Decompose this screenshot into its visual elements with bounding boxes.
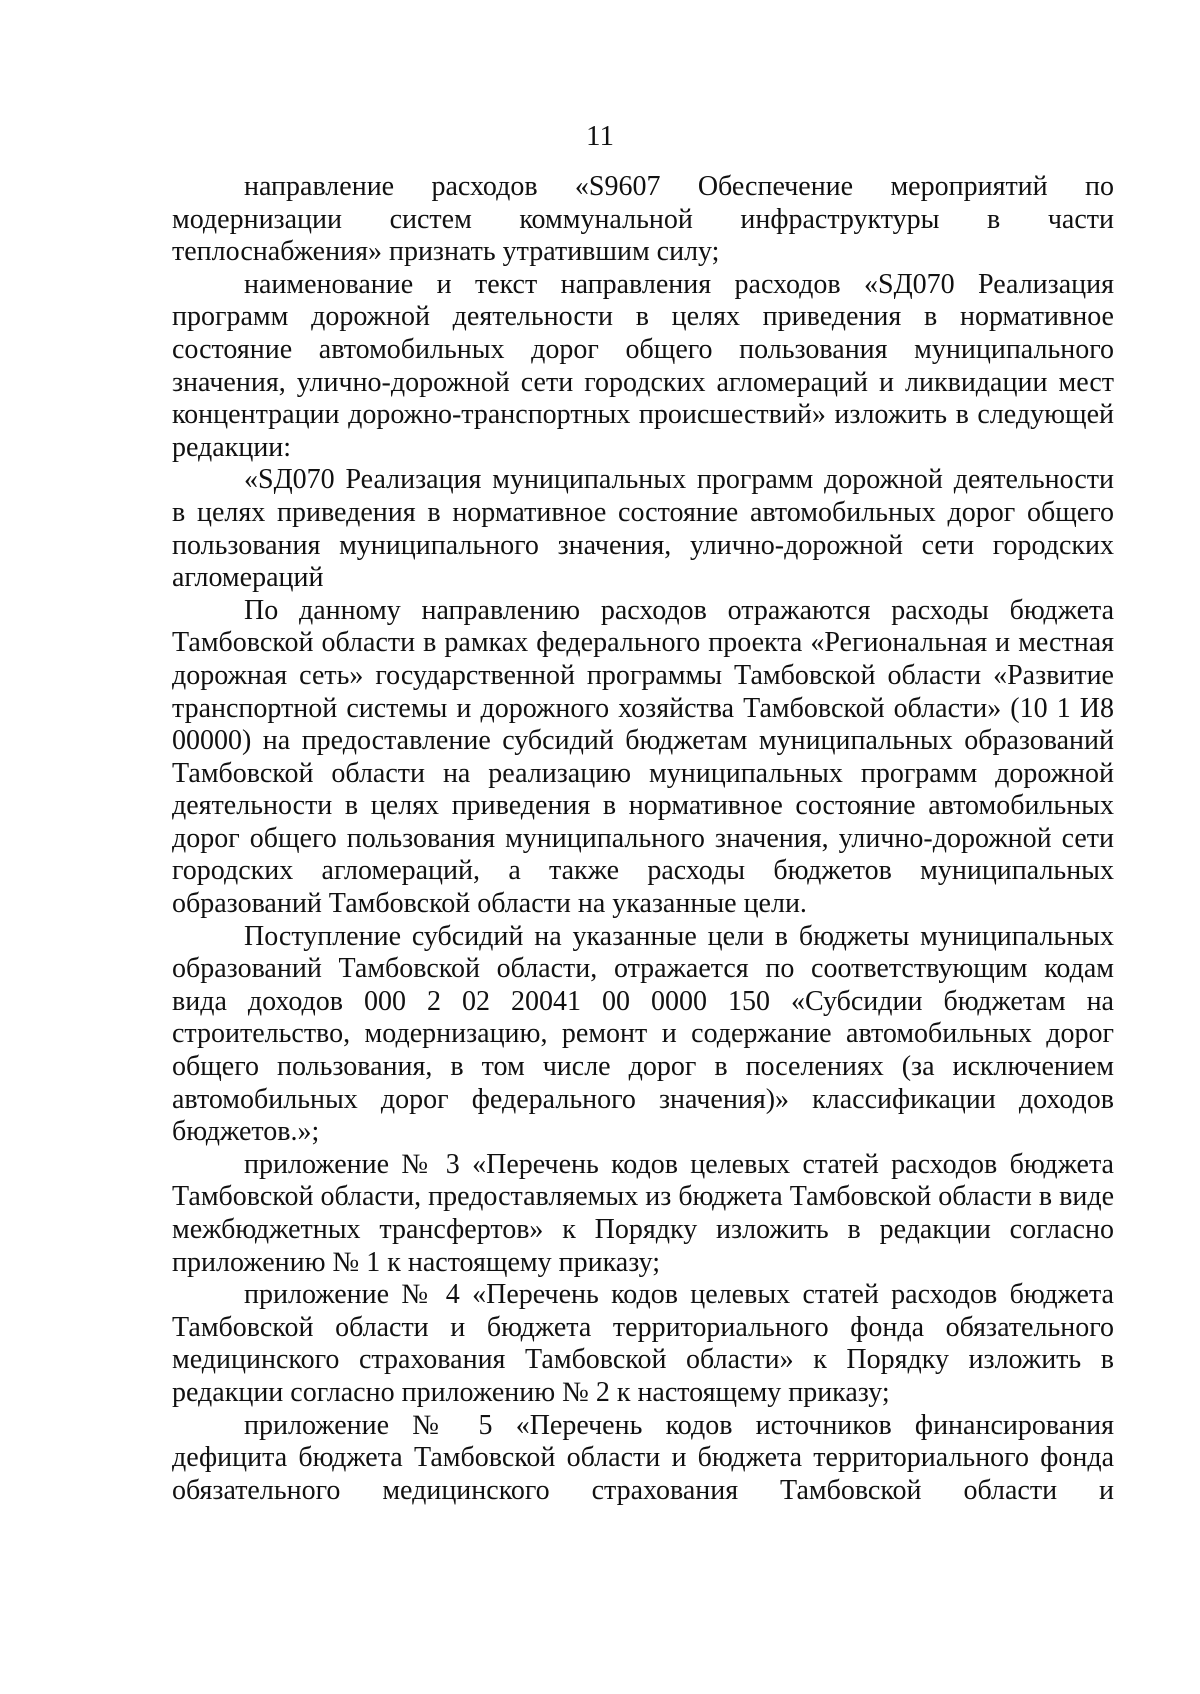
paragraph-s9607-repeal: направление расходов «S9607 Обеспечение мероприятий по модернизации систем коммунальной инфраструктуры в части теплоснабжения» признать утратившим силу; [172, 171, 1114, 268]
paragraph-sd070-rename: наименование и текст направления расходов «SД070 Реализация программ дорожной деятельности в целях приведения в нормативное состояние автомобильных дорог общего пользования муниципального значения, улично-дорожной сети городских агломераций и ликвидации мест концентрации дорожно-транспортных происшествий» изложить в следующей редакции: [172, 268, 1114, 463]
document-body [172, 171, 1114, 1507]
paragraph-subsidy-income: Поступление субсидий на указанные цели в бюджеты муниципальных образований Тамбовской области, отражается по соответствующим кодам вида доходов 000 2 02 20041 00 0000 150 «Субсидии бюджетам на строительство, модернизацию, ремонт и содержание автомобильных дорог общего пользования, в том числе дорог в поселениях (за исключением автомобильных дорог федерального значения)» классификации доходов бюджетов.»; [172, 920, 1114, 1148]
paragraph-appendix-4: приложение № 4 «Перечень кодов целевых статей расходов бюджета Тамбовской области и бюджета территориального фонда обязательного медицинского страхования Тамбовской области» к Порядку изложить в редакции согласно приложению № 2 к настоящему приказу; [172, 1279, 1114, 1408]
paragraph-sd070-new-title: «SД070 Реализация муниципальных программ дорожной деятельности в целях приведения в нормативное состояние автомобильных дорог общего пользования муниципального значения, улично-дорожной сети городских агломераций [172, 464, 1114, 594]
paragraph-appendix-3: приложение № 3 «Перечень кодов целевых статей расходов бюджета Тамбовской области, предоставляемых из бюджета Тамбовской области в виде межбюджетных трансфертов» к Порядку изложить в редакции согласно приложению № 1 к настоящему приказу; [172, 1148, 1114, 1278]
paragraph-expenses-description: По данному направлению расходов отражаются расходы бюджета Тамбовской области в рамках федерального проекта «Региональная и местная дорожная сеть» государственной программы Тамбовской области «Развитие транспортной системы и дорожного хозяйства Тамбовской области» (10 1 И8 00000) на предоставление субсидий бюджетам муниципальных образований Тамбовской области на реализацию муниципальных программ дорожной деятельности в целях приведения в нормативное состояние автомобильных дорог общего пользования муниципального значения, улично-дорожной сети городских агломераций, а также расходы бюджетов муниципальных образований Тамбовской области на указанные цели. [172, 594, 1114, 920]
page-number: 11 [586, 120, 614, 152]
paragraph-appendix-5: приложение № 5 «Перечень кодов источников финансирования дефицита бюджета Тамбовской области и бюджета территориального фонда обязательного медицинского страхования Тамбовской области и [172, 1409, 1114, 1506]
